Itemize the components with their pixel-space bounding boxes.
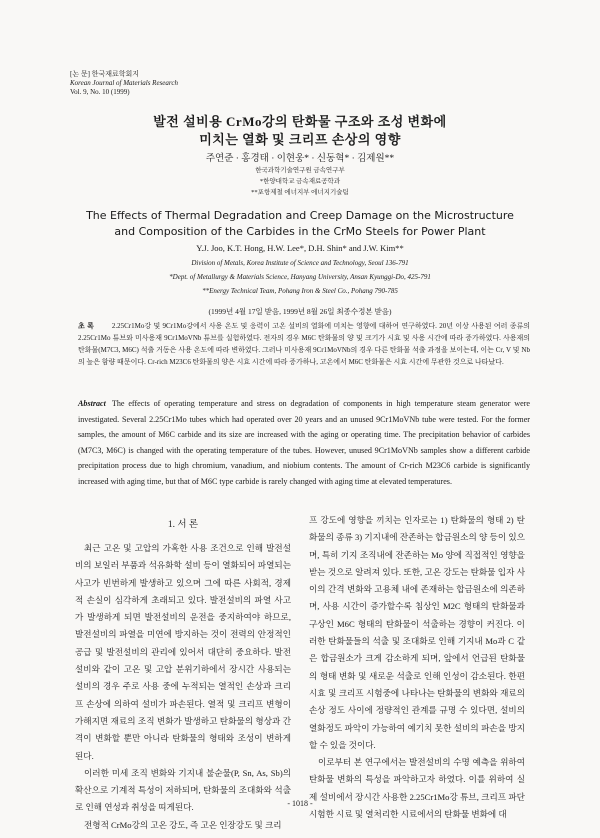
abstract-ko-label: 초 록 — [78, 322, 94, 330]
received-dates: (1999년 4월 17일 받음, 1999년 8월 26일 최종수정본 받음) — [208, 307, 392, 316]
affiliation-ko-1: 한국과학기술연구원 금속연구부 — [255, 167, 345, 174]
body-column-right — [309, 512, 525, 823]
body-paragraph: 이로부터 본 연구에서는 발전설비의 수명 예측을 위하여 탄화물 변화의 특성을 파악하고자 하였다. 이를 위하여 실제 설비에서 장시간 사용한 2.25Cr1Mo강 튜브, 크리프 파단 시험한 시료 및 열처리한 시료에서의 탄화물 변화에 대 — [309, 757, 525, 820]
title-en-line2: and Composition of the Carbides in the CrMo Steels for Power Plant — [114, 225, 486, 238]
authors-en: Y.J. Joo, K.T. Hong, H.W. Lee*, D.H. Shin* and J.W. Kim** — [196, 243, 404, 253]
abstract-ko-text: 2.25Cr1Mo강 및 9Cr1Mo강에서 사용 온도 및 응력이 고온 설비의 열화에 미치는 영향에 대하여 연구하였다. 20년 이상 사용된 여러 종류의 2.25Cr1Mo 튜브와 미사용재 9Cr1MoVNb 튜브를 실험하였다. 전자의 경우 M6C 탄화물의 양 및 크기가 시효 및 사용 시간에 따라 증가하였다. 사용재의 탄화물(M7C3, M6C) 석출 거동은 사용 온도에 따라 변하였다. 그러나 미사용재 9Cr1MoVNb의 경우 다른 탄화물 석출 과정을 보이는데, 이는 Cr, V 및 Nb의 높은 함량 때문이다. Cr-rich M23C6 탄화물의 양은 시효 시간에 따라 증가하나, 고온에서 M6C 탄화물은 시효 시간에 무관한 것으로 나타났다. — [78, 322, 531, 366]
journal-volume: Vol. 9, No. 10 (1999) — [70, 88, 130, 96]
affiliation-en-1: Division of Metals, Korea Institute of Science and Technology, Seoul 136-791 — [191, 259, 409, 267]
affiliation-ko-2: *한양대학교 금속재료공학과 — [259, 178, 341, 185]
abstract-en — [78, 396, 530, 489]
section-heading-introduction: 1. 서 론 — [167, 520, 199, 530]
title-en-line1: The Effects of Thermal Degradation and Creep Damage on the Microstructure — [86, 209, 514, 222]
body-paragraph: 이러한 미세 조직 변화와 기지내 불순물(P, Sn, As, Sb)의 확산으로 기계적 특성이 저하되며, 탄화물의 조대화와 석출로 인해 연성과 취성을 띠게된다. — [75, 767, 291, 813]
body-paragraph: 최근 고온 및 고압의 가혹한 사용 조건으로 인해 발전설비의 보일러 부품과 석유화학 설비 등이 열화되어 파열되는 사고가 빈번하게 발생하고 있으며 그에 따른 사회적, 경제적 손실이 심각하게 초래되고 있다. 발전설비의 파열 사고가 발생하게 되면 발전설비의 운전을 중지하여야 하므로, 발전설비의 파열을 미연에 방지하는 것이 전력의 안정적인 공급 및 발전설비의 관리에 있어서 대단히 중요하다. 발전설비와 같이 고온 및 고압 분위기하에서 장시간 사용되는 설비의 경우 주로 사용 중에 누적되는 열적인 손상과 크리프 손상에 의하여 설비가 파손된다. 열적 및 크리프 변형이 가해지면 재료의 조직 변화가 발생하고 탄화물의 형상과 간격이 변화할 뿐만 아니라 탄화물의 형태와 조성이 변하게 된다. — [75, 543, 291, 761]
title-ko-line2: 미치는 열화 및 크리프 손상의 영향 — [199, 132, 401, 147]
body-paragraph: 프 강도에 영향을 끼치는 인자로는 1) 탄화물의 형태 2) 탄화물의 종류 3) 기지내에 잔존하는 합금원소의 양 등이 있으며, 특히 기지 조직내에 잔존하는 Mo 양에 직접적인 영향을 받는 것으로 알려져 있다. 또한, 고온 강도는 탄화물 입자 사이의 간격 변화와 고용체 내에 존재하는 합금원소에 의존하며, 사용 시간이 증가할수록 침상인 M2C 형태의 탄화물과 구상인 M6C 형태의 탄화물이 석출하는 경향이 커진다. 이러한 탄화물들의 석출 및 조대화로 인해 기지내 Mo과 C 같은 합금원소가 크게 감소하게 되며, 앞에서 언급된 탄화물의 형태 변화 및 새로운 석출로 인해 인성이 감소된다. 한편 시효 및 크리프 시험중에 나타나는 탄화물의 변화와 재료의 손상 정도 사이에 정량적인 관계를 규명 수 있다면, 설비의 열화정도 파악이 가능하여 예기치 못한 설비의 파손을 방지할 수 있을 것이다. — [309, 515, 525, 750]
abstract-en-label: Abstract — [78, 399, 106, 408]
affiliation-ko-3: **포항제철 에너지부 에너지기술팀 — [251, 189, 349, 196]
journal-name-en: Korean Journal of Materials Research — [70, 79, 178, 87]
affiliation-en-2: *Dept. of Metallurgy & Materials Science, Hanyang University, Ansan Kyunggi-Do, 425-791 — [169, 273, 431, 281]
journal-name-ko: [논 문] 한국재료학회지 — [70, 70, 140, 78]
body-column-left — [75, 540, 291, 834]
abstract-en-text: The effects of operating temperature and stress on degradation of components in high temperature steam generator were investigated. Several 2.25Cr1Mo tubes which had operated over 20 years and an unused 9Cr1MoVNb tube were tested. For the former samples, the amount of M6C carbide and its size are increased with the aging or operating time. The precipitation behavior of carbides (M7C3, M6C) is changed with the operating temperature of the tubes. However, unused 9Cr1MoVNb samples show a different carbide precipitation process due to high chromium, vanadium, and niobium contents. The amount of Cr-rich M23C6 carbide is significantly increased with aging time, but that of M6C type carbide is rarely changed with aging time at elevated temperatures. — [78, 399, 530, 486]
authors-ko: 주연준 · 홍경태 · 이현웅* · 신동혁* · 김제원** — [205, 154, 395, 164]
page-number: - 1018 - — [287, 799, 313, 808]
body-paragraph: 전형적 CrMo강의 고온 강도, 즉 고온 인장강도 및 크리 — [84, 819, 282, 830]
title-ko-line1: 발전 설비용 CrMo강의 탄화물 구조와 조성 변화에 — [153, 114, 447, 129]
affiliation-en-3: **Energy Technical Team, Pohang Iron & Steel Co., Pohang 790-785 — [202, 287, 398, 295]
journal-header — [70, 70, 178, 97]
abstract-ko — [78, 320, 530, 368]
